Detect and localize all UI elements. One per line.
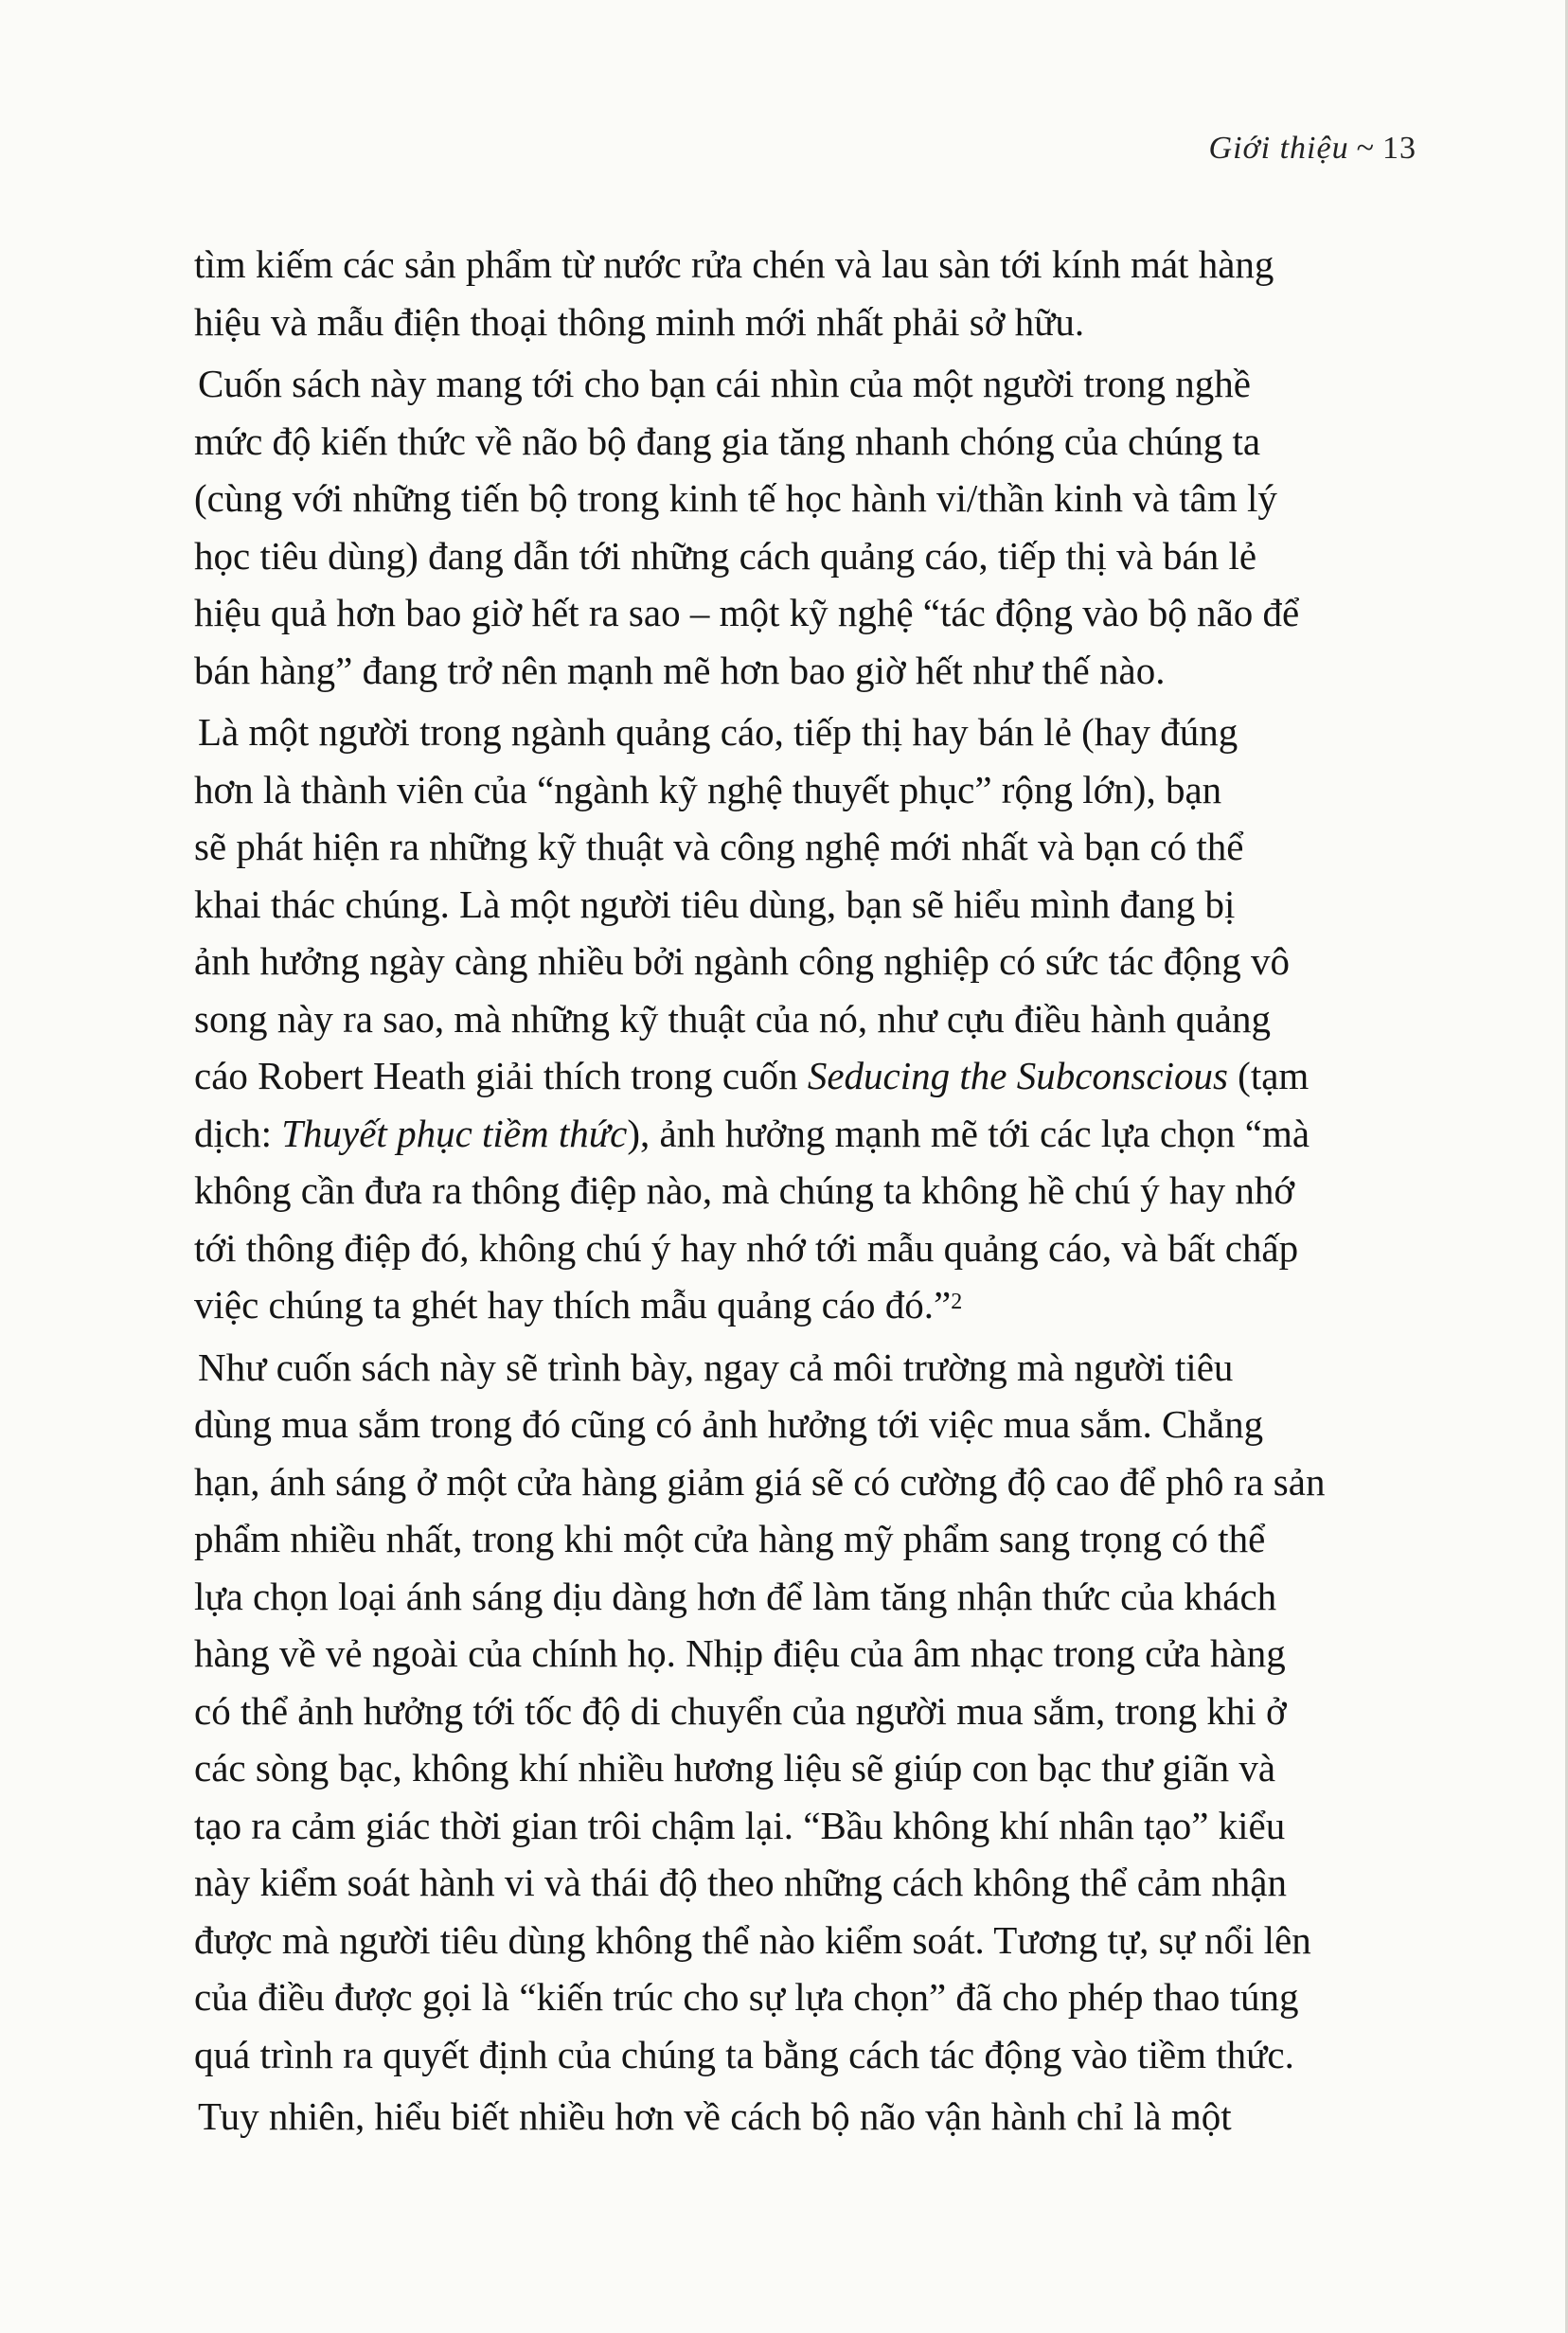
text-line: bán hàng” đang trở nên mạnh mẽ hơn bao giờ hết như thế nào.	[194, 648, 1166, 692]
text-line: lựa chọn loại ánh sáng dịu dàng hơn để làm tăng nhận thức của khách	[194, 1574, 1277, 1618]
text-line: được mà người tiêu dùng không thể nào kiểm soát. Tương tự, sự nổi lên	[194, 1917, 1311, 1962]
text-line	[194, 1276, 1425, 1334]
text-line: hàng về vẻ ngoài của chính họ. Nhịp điệu của âm nhạc trong cửa hàng	[194, 1631, 1286, 1675]
text-line: này kiểm soát hành vi và thái độ theo những cách không thể cảm nhận	[194, 1861, 1287, 1904]
text-line: học tiêu dùng) đang dẫn tới những cách quảng cáo, tiếp thị và bán lẻ	[194, 533, 1257, 578]
text-line: tạo ra cảm giác thời gian trôi chậm lại. “Bầu không khí nhân tạo” kiểu	[194, 1803, 1286, 1847]
text-line: tìm kiếm các sản phẩm từ nước rửa chén và lau sàn tới kính mát hàng	[194, 242, 1274, 286]
paragraph	[194, 355, 1425, 699]
text-line: khai thác chúng. Là một người tiêu dùng, bạn sẽ hiểu mình đang bị	[194, 882, 1236, 926]
footnote-marker: 2	[951, 1290, 963, 1314]
text-run: dịch:	[194, 1111, 282, 1155]
text-line: hơn là thành viên của “ngành kỹ nghệ thuyết phục” rộng lớn), bạn	[194, 767, 1222, 811]
text-line: tới thông điệp đó, không chú ý hay nhớ tới mẫu quảng cáo, và bất chấp	[194, 1225, 1299, 1270]
text-line: Như cuốn sách này sẽ trình bày, ngay cả môi trường mà người tiêu	[198, 1345, 1234, 1389]
text-line	[194, 1047, 1425, 1105]
text-run: việc chúng ta ghét hay thích mẫu quảng cáo đó.”	[194, 1283, 952, 1327]
text-line: phẩm nhiều nhất, trong khi một cửa hàng mỹ phẩm sang trọng có thể	[194, 1517, 1266, 1560]
paragraph	[194, 1339, 1425, 2084]
book-title-vietnamese: Thuyết phục tiềm thức	[281, 1111, 628, 1155]
text-line: Cuốn sách này mang tới cho bạn cái nhìn của một người trong nghề	[198, 362, 1251, 405]
text-run: (tạm	[1227, 1054, 1310, 1097]
text-line: của điều được gọi là “kiến trúc cho sự lựa chọn” đã cho phép thao túng	[194, 1975, 1299, 2019]
paragraph	[194, 703, 1425, 1334]
body-text	[194, 236, 1425, 2146]
text-line: Tuy nhiên, hiểu biết nhiều hơn về cách bộ não vận hành chỉ là một	[198, 2094, 1232, 2138]
text-line: hạn, ánh sáng ở một cửa hàng giảm giá sẽ có cường độ cao để phô ra sản	[194, 1459, 1326, 1504]
text-line: Là một người trong ngành quảng cáo, tiếp thị hay bán lẻ (hay đúng	[198, 710, 1238, 754]
section-title: Giới thiệu	[1208, 131, 1349, 166]
text-line: các sòng bạc, không khí nhiều hương liệu sẽ giúp con bạc thư giãn và	[194, 1746, 1276, 1790]
text-line: mức độ kiến thức về não bộ đang gia tăng nhanh chóng của chúng ta	[194, 419, 1261, 463]
text-line: (cùng với những tiến bộ trong kinh tế học hành vi/thần kinh và tâm lý	[194, 476, 1277, 520]
page-number: 13	[1382, 131, 1417, 166]
text-line: sẽ phát hiện ra những kỹ thuật và công nghệ mới nhất và bạn có thể	[194, 825, 1244, 868]
text-line	[194, 1105, 1425, 1163]
text-line: không cần đưa ra thông điệp nào, mà chúng ta không hề chú ý hay nhớ	[194, 1168, 1294, 1212]
book-title-english: Seducing the Subconscious	[807, 1054, 1228, 1097]
paragraph-continuation	[194, 236, 1425, 350]
paragraph	[194, 2088, 1425, 2146]
text-run: ), ảnh hưởng mạnh mẽ tới các lựa chọn “mà	[627, 1111, 1310, 1155]
text-run: cáo Robert Heath giải thích trong cuốn	[194, 1054, 808, 1097]
text-line: dùng mua sắm trong đó cũng có ảnh hưởng tới việc mua sắm. Chẳng	[194, 1402, 1264, 1446]
text-line: hiệu và mẫu điện thoại thông minh mới nhất phải sở hữu.	[194, 299, 1085, 344]
text-line: có thể ảnh hưởng tới tốc độ di chuyển của người mua sắm, trong khi ở	[194, 1688, 1287, 1733]
header-separator: ~	[1356, 131, 1375, 166]
text-line: hiệu quả hơn bao giờ hết ra sao – một kỹ nghệ “tác động vào bộ não để	[194, 591, 1300, 634]
running-header	[1209, 131, 1417, 167]
text-line: ảnh hưởng ngày càng nhiều bởi ngành công nghiệp có sức tác động vô	[194, 939, 1290, 983]
text-line: quá trình ra quyết định của chúng ta bằng cách tác động vào tiềm thức.	[194, 2032, 1294, 2076]
text-line: song này ra sao, mà những kỹ thuật của nó, như cựu điều hành quảng	[194, 996, 1271, 1041]
